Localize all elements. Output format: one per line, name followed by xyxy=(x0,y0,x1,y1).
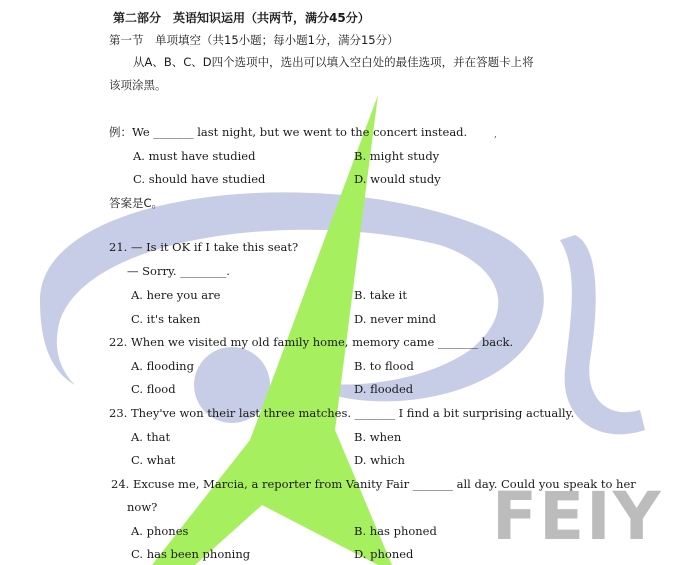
question-21-option-c: C. it's taken xyxy=(131,312,201,326)
question-24-option-a: A. phones xyxy=(131,524,189,538)
question-24-option-b: B. has phoned xyxy=(354,524,437,538)
question-24-stem: 24. Excuse me, Marcia, a reporter from Vanity Fair _______ all day. Could you speak to her xyxy=(111,477,636,491)
example-answer: 答案是C。 xyxy=(109,196,164,210)
stray-mark: , xyxy=(494,130,497,140)
question-23-stem: 23. They've won their last three matches. _______ I find a bit surprising actually. xyxy=(109,406,575,420)
question-21-option-b: B. take it xyxy=(354,288,407,302)
question-24-option-d: D. phoned xyxy=(354,547,414,561)
example-option-d: D. would study xyxy=(354,172,441,186)
question-21-stem: 21. — Is it OK if I take this seat? xyxy=(109,240,299,254)
question-21-option-d: D. never mind xyxy=(354,312,437,326)
question-22-option-d: D. flooded xyxy=(354,382,414,396)
question-23-option-c: C. what xyxy=(131,453,176,467)
instruction-line-2: 该项涂黑。 xyxy=(109,78,167,92)
watermark-brand-text: FEIY xyxy=(492,478,663,555)
question-21-stem-2: — Sorry. ________. xyxy=(127,264,230,278)
example-option-b: B. might study xyxy=(354,149,440,163)
question-22-option-a: A. flooding xyxy=(131,359,194,373)
question-24-option-c: C. has been phoning xyxy=(131,547,251,561)
question-24-stem-2: now? xyxy=(127,500,158,514)
example-stem: 例：We _______ last night, but we went to the concert instead. xyxy=(109,125,468,139)
example-option-c: C. should have studied xyxy=(133,172,266,186)
question-23-option-d: D. which xyxy=(354,453,405,467)
question-23-option-b: B. when xyxy=(354,430,402,444)
question-23-option-a: A. that xyxy=(131,430,171,444)
section-title: 第一节 单项填空（共15小题；每小题1分，满分15分） xyxy=(109,33,399,47)
question-22-option-c: C. flood xyxy=(131,382,176,396)
instruction-line-1: 从A、B、C、D四个选项中，选出可以填入空白处的最佳选项，并在答题卡上将 xyxy=(133,55,534,69)
question-22-option-b: B. to flood xyxy=(354,359,414,373)
question-22-stem: 22. When we visited my old family home, memory came _______ back. xyxy=(109,335,514,349)
question-21-option-a: A. here you are xyxy=(131,288,221,302)
part-title: 第二部分 英语知识运用（共两节，满分45分） xyxy=(113,11,370,25)
example-option-a: A. must have studied xyxy=(133,149,256,163)
